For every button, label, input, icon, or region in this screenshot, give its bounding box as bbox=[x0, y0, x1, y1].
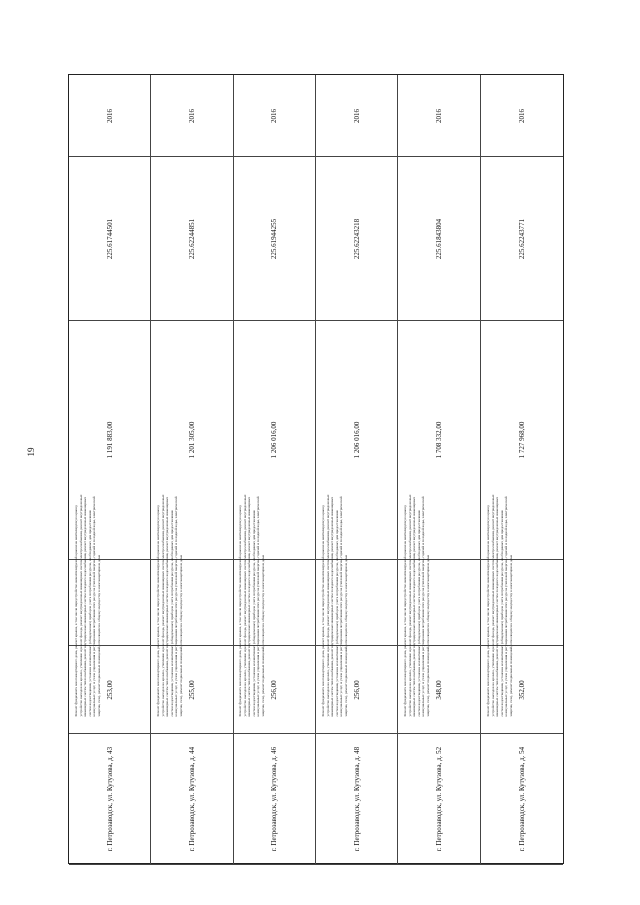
area-cell bbox=[398, 646, 479, 734]
address-cell bbox=[316, 734, 397, 865]
code-cell bbox=[398, 157, 479, 321]
year-text: 2016 bbox=[352, 108, 361, 123]
address-cell bbox=[151, 734, 232, 865]
code-cell bbox=[234, 157, 315, 321]
description-text: Ремонт фундамента многоквартирного дома, ремонт крыши, в том числе переустройство невентилируемой крыши на вентилируемую крышу, устройство выходов на кровлю, утепление и ремонт фасада, ремонт внутридомовых инженерных систем электроснабжения, ремонт внутридомовых инженерных систем теплоснабжения, ремонт внутридомовых инженерных систем холодного водоснабжения, ремонт внутридомовых инженерных систем водоотведения, установка коллективных (общедомовых) приборов учета потребления ресурсов, необходимых для предоставления коммунальных услуг, и узлов управления и регулирования потребления этих ресурсов (тепловой энергии, горячей и холодной воды, электрической энергии, газа), ремонт подвальных помещений, относящихся к общему имуществу в многоквартирном доме bbox=[73, 493, 101, 716]
cost-text: 1 206 016,00 bbox=[270, 421, 279, 459]
area-cell bbox=[316, 646, 397, 734]
year-text: 2016 bbox=[517, 108, 526, 123]
address-text: г. Петрозаводск, ул. Кутузова, д. 46 bbox=[270, 746, 279, 852]
address-text: г. Петрозаводск, ул. Кутузова, д. 48 bbox=[352, 746, 361, 852]
cost-text: 1 191 883,00 bbox=[105, 421, 114, 459]
area-cell bbox=[69, 646, 150, 734]
area-cell bbox=[151, 646, 232, 734]
year-text: 2016 bbox=[434, 108, 443, 123]
code-cell bbox=[69, 157, 150, 321]
description-text: Ремонт фундамента многоквартирного дома, ремонт крыши, в том числе переустройство невентилируемой крыши на вентилируемую крышу, устройство выходов на кровлю, утепление и ремонт фасада, ремонт внутридомовых инженерных систем электроснабжения, ремонт внутридомовых инженерных систем теплоснабжения, ремонт внутридомовых инженерных систем холодного водоснабжения, ремонт внутридомовых инженерных систем водоотведения, установка коллективных (общедомовых) приборов учета потребления ресурсов, необходимых для предоставления коммунальных услуг, и узлов управления и регулирования потребления этих ресурсов (тепловой энергии, горячей и холодной воды, электрической энергии, газа), ремонт подвальных помещений, относящихся к общему имуществу в многоквартирном доме bbox=[485, 493, 513, 716]
address-cell bbox=[69, 734, 150, 865]
table-row bbox=[398, 75, 480, 865]
code-text: 225.61744501 bbox=[105, 218, 114, 259]
area-text: 256,00 bbox=[352, 679, 361, 700]
area-text: 348,00 bbox=[434, 679, 443, 700]
description-text: Ремонт фундамента многоквартирного дома, ремонт крыши, в том числе переустройство невентилируемой крыши на вентилируемую крышу, устройство выходов на кровлю, утепление и ремонт фасада, ремонт внутридомовых инженерных систем электроснабжения, ремонт внутридомовых инженерных систем теплоснабжения, ремонт внутридомовых инженерных систем холодного водоснабжения, ремонт внутридомовых инженерных систем водоотведения, установка коллективных (общедомовых) приборов учета потребления ресурсов, необходимых для предоставления коммунальных услуг, и узлов управления и регулирования потребления этих ресурсов (тепловой энергии, горячей и холодной воды, электрической энергии, газа), ремонт подвальных помещений, относящихся к общему имуществу в многоквартирном доме bbox=[402, 493, 431, 716]
year-text: 2016 bbox=[187, 108, 196, 123]
code-cell bbox=[481, 157, 563, 321]
address-cell bbox=[234, 734, 315, 865]
code-text: 225.61843804 bbox=[434, 218, 443, 259]
table-row bbox=[481, 75, 563, 865]
description-text: Ремонт фундамента многоквартирного дома, ремонт крыши, в том числе переустройство невентилируемой крыши на вентилируемую крышу, устройство выходов на кровлю, утепление и ремонт фасада, ремонт внутридомовых инженерных систем электроснабжения, ремонт внутридомовых инженерных систем теплоснабжения, ремонт внутридомовых инженерных систем холодного водоснабжения, ремонт внутридомовых инженерных систем водоотведения, установка коллективных (общедомовых) приборов учета потребления ресурсов, необходимых для предоставления коммунальных услуг, и узлов управления и регулирования потребления этих ресурсов (тепловой энергии, горячей и холодной воды, электрической энергии, газа), ремонт подвальных помещений, относящихся к общему имуществу в многоквартирном доме bbox=[238, 493, 266, 716]
area-text: 253,00 bbox=[105, 679, 114, 700]
year-cell bbox=[398, 75, 479, 157]
table-row bbox=[69, 75, 151, 865]
area-text: 255,00 bbox=[187, 679, 196, 700]
year-cell bbox=[69, 75, 150, 157]
cost-text: 1 201 305,00 bbox=[187, 421, 196, 459]
table-row bbox=[316, 75, 398, 865]
table-row bbox=[151, 75, 233, 865]
code-text: 225.62244851 bbox=[187, 218, 196, 259]
area-cell bbox=[234, 646, 315, 734]
cost-text: 1 708 332,00 bbox=[434, 421, 443, 459]
address-cell bbox=[398, 734, 479, 865]
code-text: 225.62243218 bbox=[352, 218, 361, 259]
year-text: 2016 bbox=[270, 108, 279, 123]
code-cell bbox=[316, 157, 397, 321]
year-cell bbox=[234, 75, 315, 157]
area-cell bbox=[481, 646, 563, 734]
cost-text: 1 206 016,00 bbox=[352, 421, 361, 459]
address-text: г. Петрозаводск, ул. Кутузова, д. 54 bbox=[517, 746, 526, 852]
address-cell bbox=[481, 734, 563, 865]
area-text: 256,00 bbox=[270, 679, 279, 700]
code-text: 225.61944255 bbox=[270, 218, 279, 259]
repair-table bbox=[68, 74, 564, 864]
code-cell bbox=[151, 157, 232, 321]
code-text: 225.62243771 bbox=[517, 218, 526, 259]
description-text: Ремонт фундамента многоквартирного дома, ремонт крыши, в том числе переустройство невентилируемой крыши на вентилируемую крышу, устройство выходов на кровлю, утепление и ремонт фасада, ремонт внутридомовых инженерных систем электроснабжения, ремонт внутридомовых инженерных систем теплоснабжения, ремонт внутридомовых инженерных систем холодного водоснабжения, ремонт внутридомовых инженерных систем водоотведения, установка коллективных (общедомовых) приборов учета потребления ресурсов, необходимых для предоставления коммунальных услуг, и узлов управления и регулирования потребления этих ресурсов (тепловой энергии, горячей и холодной воды, электрической энергии, газа), ремонт подвальных помещений, относящихся к общему имуществу в многоквартирном доме bbox=[155, 493, 184, 716]
year-cell bbox=[316, 75, 397, 157]
year-cell bbox=[481, 75, 563, 157]
address-text: г. Петрозаводск, ул. Кутузова, д. 44 bbox=[187, 746, 196, 852]
year-cell bbox=[151, 75, 232, 157]
description-text: Ремонт фундамента многоквартирного дома, ремонт крыши, в том числе переустройство невентилируемой крыши на вентилируемую крышу, устройство выходов на кровлю, утепление и ремонт фасада, ремонт внутридомовых инженерных систем электроснабжения, ремонт внутридомовых инженерных систем теплоснабжения, ремонт внутридомовых инженерных систем холодного водоснабжения, ремонт внутридомовых инженерных систем водоотведения, установка коллективных (общедомовых) приборов учета потребления ресурсов, необходимых для предоставления коммунальных услуг, и узлов управления и регулирования потребления этих ресурсов (тепловой энергии, горячей и холодной воды, электрической энергии, газа), ремонт подвальных помещений, относящихся к общему имуществу в многоквартирном доме bbox=[320, 493, 348, 716]
table-row bbox=[234, 75, 316, 865]
cost-text: 1 727 968,00 bbox=[517, 421, 526, 459]
address-text: г. Петрозаводск, ул. Кутузова, д. 43 bbox=[105, 746, 114, 852]
address-text: г. Петрозаводск, ул. Кутузова, д. 52 bbox=[434, 746, 443, 852]
year-text: 2016 bbox=[105, 108, 114, 123]
page-number: 19 bbox=[26, 447, 36, 457]
area-text: 352,00 bbox=[517, 679, 526, 700]
